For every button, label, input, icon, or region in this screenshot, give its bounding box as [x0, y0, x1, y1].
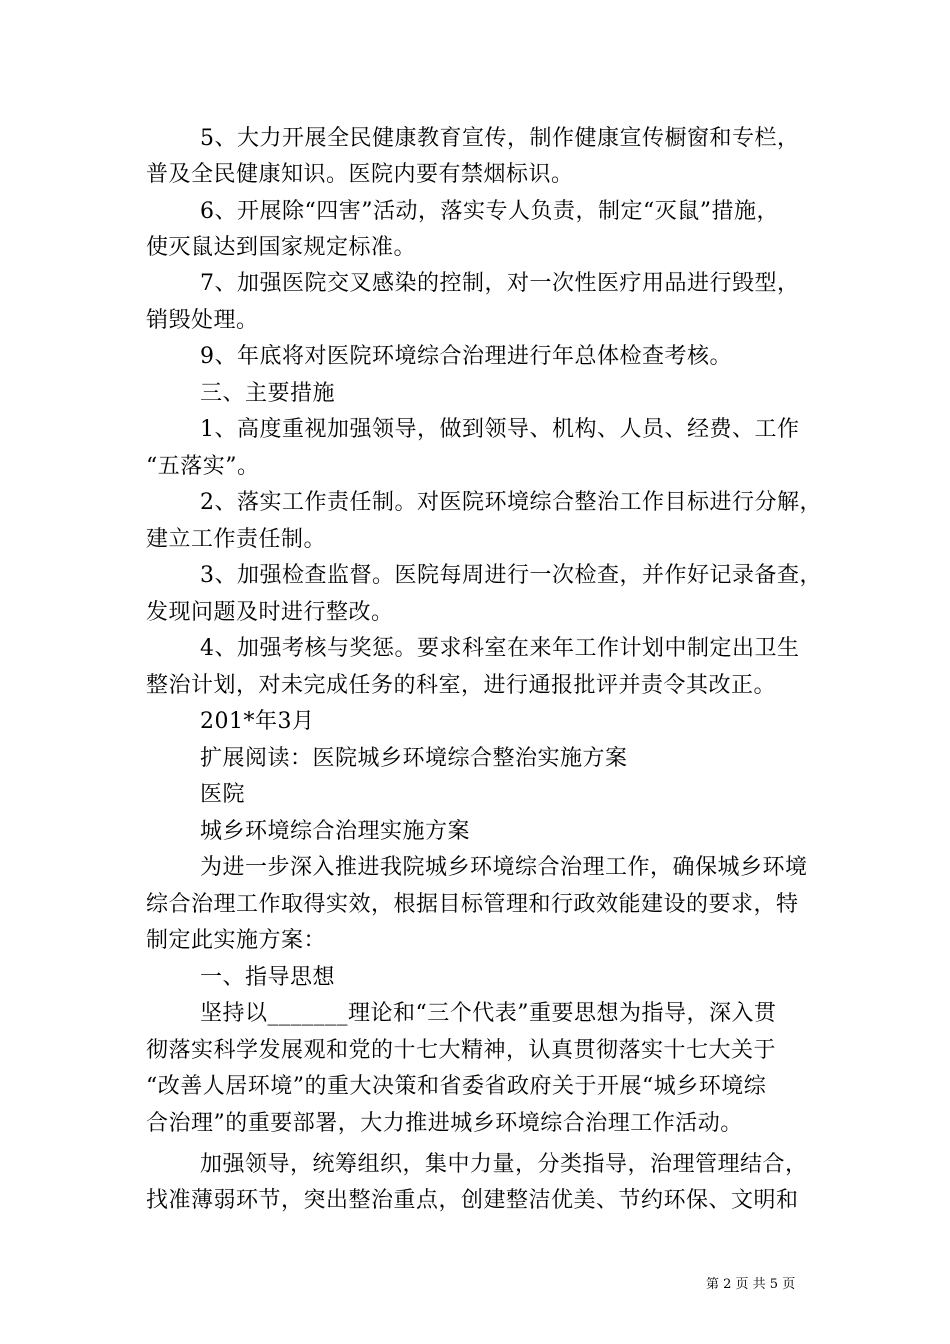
page-footer: 第 2 页 共 5 页: [706, 1277, 796, 1292]
paragraph-line: 合治理”的重要部署，大力推进城乡环境综合治理工作活动。: [146, 1111, 743, 1136]
paragraph-line: 9、年底将对医院环境综合治理进行年总体检查考核。: [200, 344, 732, 369]
section-heading: 三、主要措施: [200, 381, 336, 406]
paragraph-line: 使灭鼠达到国家规定标准。: [146, 235, 417, 260]
paragraph-line: 建立工作责任制。: [146, 527, 327, 552]
paragraph-line: “改善人居环境”的重大决策和省委省政府关于开展“城乡环境综: [146, 1074, 767, 1099]
paragraph-line: 为进一步深入推进我院城乡环境综合治理工作，确保城乡环境: [200, 855, 808, 880]
paragraph-line: 3、加强检查监督。医院每周进行一次检查，并作好记录备查，: [200, 563, 822, 588]
paragraph-line: 2、落实工作责任制。对医院环境综合整治工作目标进行分解，: [200, 490, 822, 515]
paragraph-line: 制定此实施方案：: [146, 928, 327, 953]
paragraph-line: “五落实”。: [146, 454, 260, 479]
title-line: 医院: [200, 782, 246, 807]
paragraph-line: 4、加强考核与奖惩。要求科室在来年工作计划中制定出卫生: [200, 636, 800, 661]
paragraph-line: 发现问题及时进行整改。: [146, 600, 394, 625]
paragraph-line: 普及全民健康知识。医院内要有禁烟标识。: [146, 162, 574, 187]
extended-reading-title: 扩展阅读：医院城乡环境综合整治实施方案: [200, 746, 628, 771]
paragraph-line: 坚持以_______理论和“三个代表”重要思想为指导，深入贯: [200, 1001, 777, 1026]
paragraph-line: 销毁处理。: [146, 308, 259, 333]
paragraph-line: 1、高度重视加强领导，做到领导、机构、人员、经费、工作: [200, 417, 800, 442]
paragraph-line: 彻落实科学发展观和党的十七大精神，认真贯彻落实十七大关于: [146, 1038, 777, 1063]
paragraph-line: 整治计划，对未完成任务的科室，进行通报批评并责令其改正。: [146, 673, 777, 698]
paragraph-line: 7、加强医院交叉感染的控制，对一次性医疗用品进行毁型，: [200, 271, 800, 296]
section-heading: 一、指导思想: [200, 965, 336, 990]
paragraph-line: 加强领导，统筹组织，集中力量，分类指导，治理管理结合，: [200, 1152, 808, 1177]
paragraph-line: 5、大力开展全民健康教育宣传，制作健康宣传橱窗和专栏，: [200, 126, 800, 151]
title-line: 城乡环境综合治理实施方案: [200, 819, 471, 844]
date-line: 201*年3月: [200, 709, 315, 734]
paragraph-line: 综合治理工作取得实效，根据目标管理和行政效能建设的要求，特: [146, 892, 799, 917]
paragraph-line: 6、开展除“四害”活动，落实专人负责，制定“灭鼠”措施，: [200, 199, 779, 224]
paragraph-line: 找准薄弱环节，突出整治重点，创建整洁优美、节约环保、文明和: [146, 1188, 799, 1213]
